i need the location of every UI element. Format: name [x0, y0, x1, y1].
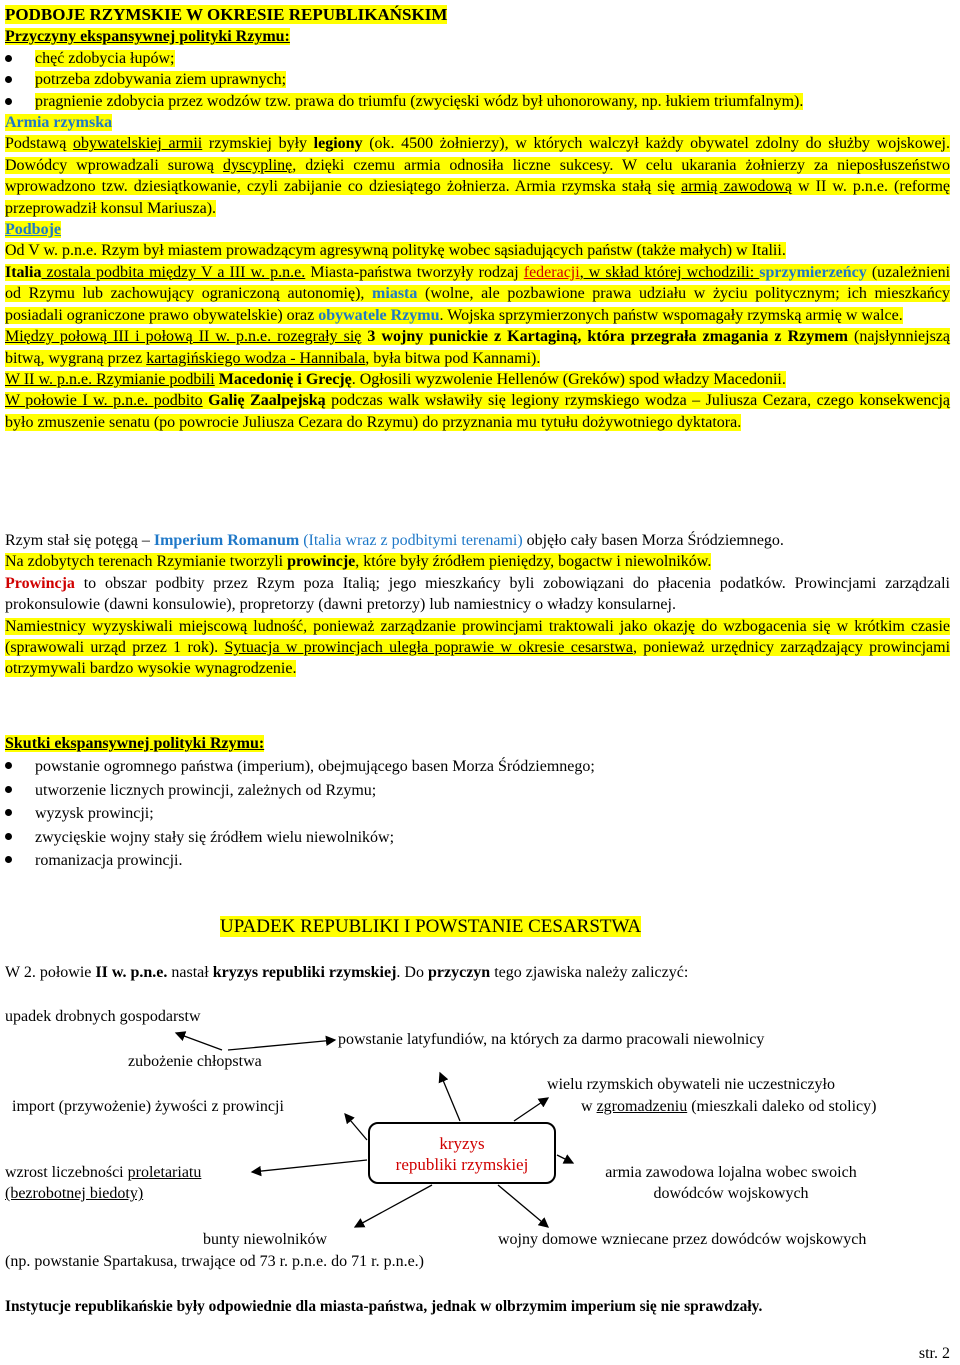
arrow-8 — [355, 1185, 432, 1227]
arrow-1 — [176, 1033, 222, 1050]
cause-slave-revolts: bunty niewolników — [203, 1231, 327, 1248]
list-item: pragnienie zdobycia przez wodzów tzw. prawa do triumfu (zwycięski wódz był uhonorowany, np. łukiem triumfalnym). — [5, 91, 950, 112]
arrow-3 — [440, 1073, 460, 1121]
list-item: potrzeba zdobywania ziem uprawnych; — [5, 69, 950, 90]
slave-revolts-note: (np. powstanie Spartakusa, trwające od 73 r. p.n.e. do 71 r. p.n.e.) — [5, 1253, 425, 1270]
section-title: PODBOJE RZYMSKIE W OKRESIE REPUBLIKAŃSKIM — [5, 5, 448, 24]
cause-assembly: wielu rzymskich obywateli nie uczestniczyło — [547, 1076, 835, 1093]
cause-proletariat: wzrost liczebności proletariatu (bezrobotnej biedoty) — [5, 1164, 202, 1203]
arrow-2 — [228, 1040, 335, 1050]
cause-professional-army: armia zawodowa lojalna wobec swoich dowódców wojskowych — [605, 1164, 857, 1203]
conquest-p5: W połowie I w. p.n.e. podbito Galię Zaalpejską podczas walk wsławiły się legiony rzymskiego wodza – Juliusza Cezara, czego konsekwencją było zmuszenie senatu (po powrocie Juliusza Cezara do Rzymu) do przyznania mu tytułu dożywotniego dyktatora. — [5, 392, 951, 431]
list-item: powstanie ogromnego państwa (imperium), obejmującego basen Morza Śródziemnego; — [5, 755, 950, 779]
army-heading: Armia rzymska — [5, 114, 113, 132]
cause-latifundia: powstanie latyfundiów, na których za darmo pracowali niewolnicy — [338, 1031, 765, 1048]
army-paragraph: Podstawą obywatelskiej armii rzymskiej były legiony (ok. 4500 żołnierzy), w których walczył każdy obywatel zdolny do służby wojskowej. Dowódcy wprowadzali surową dyscyplinę, dzięki czemu armia odnosiła liczne sukcesy. W celu ukarania żołnierzy za nieposłuszeństwo wprowadzono tzw. dziesiątkowanie, czyli zabijanie co dziesiątego żołnierza. Armia rzymska stałą się armią zawodową w II w. p.n.e. (reformę przeprowadził konsul Mariusza). — [5, 135, 951, 217]
cause-assembly-line2: w zgromadzeniu (mieszkali daleko od stolicy) — [581, 1098, 877, 1115]
arrow-4 — [514, 1098, 548, 1121]
list-item: utworzenie licznych prowincji, zależnych od Rzymu; — [5, 779, 950, 803]
province-definition: Prowincja to obszar podbity przez Rzym poza Italią; jego mieszkańcy byli zobowiązani do płacenia podatków. Prowincjami zarządzali prokonsulowie (dawni konsulowie), propretorzy (dawni pretorzy) lub namiestnicy o władzy konsularnej. — [5, 574, 950, 614]
effects-heading: Skutki ekspansywnej polityki Rzymu: — [5, 735, 265, 752]
conquest-p3: Między połową III i połową II w. p.n.e. rozegrały się 3 wojny punickie z Kartaginą, która przegrała zmagania z Rzymem (najsłynniejszą bitwą, wygraną przez kartagińskiego wodza - Hannibala, była bitwa pod Kannami). — [5, 328, 950, 367]
conquest-p2: Italia zostala podbita między V a III w. p.n.e. Miasta-państwa tworzyły rodzaj federacji, w skład której wchodzili: sprzymierzeńcy (uzależnieni od Rzymu lub zachowujący ograniczoną autonomię), miasta (wolne, ale pozbawione prawa udziału w życiu politycznym; ich mieszkańcy posiadali ograniczone prawo obywatelskie) oraz obywatele Rzymu. Wojska sprzymierzonych państw wspomagały rzymską armię w walce. — [5, 263, 951, 324]
list-item: wyzysk prowincji; — [5, 802, 950, 826]
cause-small-farms: upadek drobnych gospodarstw — [5, 1008, 201, 1025]
conquest-heading: Podboje — [5, 221, 61, 239]
imperium-paragraph: Rzym stał się potęgą – Imperium Romanum (Italia wraz z podbitymi terenami) objęło cały basen Morza Śródziemnego. — [5, 532, 784, 549]
arrow-9 — [498, 1185, 548, 1227]
provinces-paragraph: Na zdobytych terenach Rzymianie tworzyli prowincje, które były źródłem pieniędzy, bogactw i niewolników. — [5, 553, 712, 571]
list-item: chęć zdobycia łupów; — [5, 48, 950, 69]
conquest-p4: W II w. p.n.e. Rzymianie podbili Macedonię i Grecję. Ogłosili wyzwolenie Hellenów (Greków) spod władzy Macedonii. — [5, 370, 786, 388]
crisis-center-box: kryzys republiki rzymskiej — [368, 1122, 556, 1184]
arrow-7 — [557, 1155, 573, 1163]
section2-title: UPADEK REPUBLIKI I POWSTANIE CESARSTWA — [220, 916, 642, 937]
crisis-intro: W 2. połowie II w. p.n.e. nastał kryzys republiki rzymskiej. Do przyczyn tego zjawiska należy zaliczyć: — [5, 964, 689, 981]
cause-impoverishment: zubożenie chłopstwa — [128, 1053, 262, 1070]
causes-heading: Przyczyny ekspansywnej polityki Rzymu: — [5, 28, 290, 46]
cause-civil-wars: wojny domowe wzniecane przez dowódców wojskowych — [498, 1231, 867, 1248]
list-item: romanizacja prowincji. — [5, 849, 950, 873]
governors-paragraph: Namiestnicy wyzyskiwali miejscową ludność, ponieważ zarządzanie prowincjami traktowali jako okazję do wzbogacenia się w krótkim czasie (sprawowali urząd przez 1 rok). Sytuacja w prowincjach uległa poprawie w okresie cesarstwa, ponieważ urzędnicy zarządzający prowincjami otrzymywali bardzo wysokie wynagrodzenie. — [5, 617, 951, 678]
list-item: zwycięskie wojny stały się źródłem wielu niewolników; — [5, 826, 950, 850]
cause-food-import: import (przywożenie) żywości z prowincji — [12, 1098, 284, 1115]
conquest-p1: Od V w. p.n.e. Rzym był miastem prowadzącym agresywną politykę wobec sąsiadujących państw (także małych) w Italii. — [5, 242, 786, 260]
arrow-5 — [345, 1114, 367, 1140]
page-number: str. 2 — [918, 1345, 950, 1362]
arrow-6 — [252, 1160, 367, 1172]
conclusion: Instytucje republikańskie były odpowiednie dla miasta-państwa, jednak w olbrzymim imperium się nie sprawdzały. — [5, 1298, 763, 1315]
